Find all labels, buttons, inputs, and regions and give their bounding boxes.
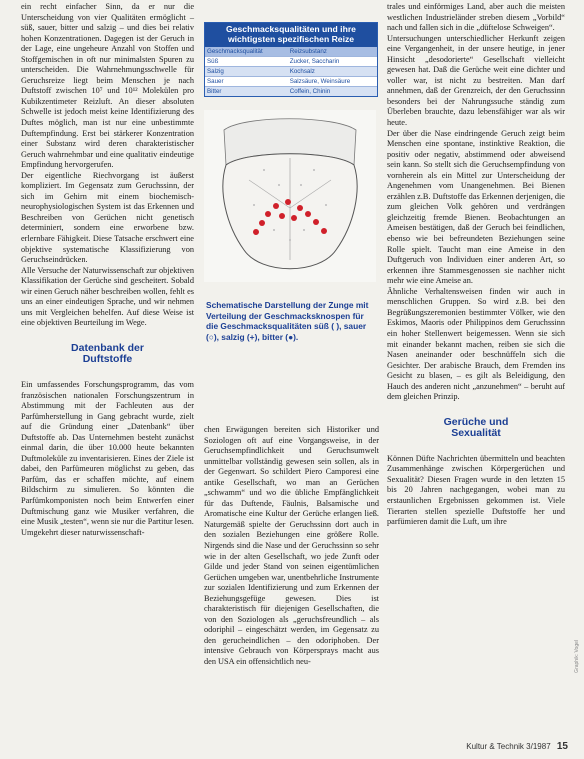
column-2 bbox=[204, 425, 379, 668]
taste-bud bbox=[265, 211, 271, 217]
paragraph: Der eigentliche Riechvorgang ist äußerst kompliziert. Im Gegensatz zum Geruchssinn, der sich im Gehirn mit einem biochemisch-neurophysiologischen System ist das Erkennen und Beschreiben von Gerüchen nicht genetisch determiniert, sondern eine erworbene bzw. erlernbare Fähigkeit. Diese Tatsache erschwert eine objektive systematische Klassifizierung von Geruchseindrücken. bbox=[21, 170, 194, 265]
paragraph: Untersuchungen unterschiedlicher Herkunft zeigen eine Vergangenheit, in der unsere heutige, in jener Hinsicht „desodorierte“ Gesellschaft vielleicht gewesen hat. Daß die Gerüche weit eine dichter und voller war, ist nicht zu bestreiten. Man darf annehmen, daß der Grenzreich, der den Geruchssinn besonders bei der Nahrungssuche ständig zum Überleben brauchte, dazu lebensfähiger war als wir heute. bbox=[387, 33, 565, 128]
taste-bud bbox=[297, 205, 303, 211]
publication-name: Kultur & Technik bbox=[466, 742, 524, 751]
figure-caption: Schematische Darstellung der Zunge mit Verteilung der Geschmacksknospen für die Geschmacksqualitäten süß ( ), sauer (○), salzig (+), bitter (●). bbox=[206, 300, 369, 342]
column-3 bbox=[387, 2, 565, 528]
taste-bud bbox=[273, 203, 279, 209]
paragraph: chen Erwägungen bereiten sich Historiker und Soziologen oft auf eine Vorgangsweise, in der Geruchsempfindlichkeit und Geruchsumwelt unmittelbar vollständig gewesen sein sollen, als in der Gegenwart. So schildert Piero Camporesi eine antike Gesellschaft, wo man an Gerüchen „schwamm“ und wo die übliche Empfänglichkeit für das Duftende, Fäulnis, Balsamische und Aromatische eine Kultur der Gerüche erlangen ließ. Naturgemäß spielte der Geruchssinn dort auch in den sozialen Beziehungen eine größere Rolle. Nirgends sind die Nase und der Geruchssinn so sehr wie in der alten Gesellschaft, wo jede Zunft oder Gilde und jeder Stand von seinen eigentümlichen Gerüchen umgeben war, unentbehrliche Instrumente zur sozialen Identifizierung und zum Erkennen der Beziehungsgefüge gewesen. Dies ist charakteristisch für diejenigen Gesellschaften, die von den Soziologen als „geruchsfreundlich – als odoriphil – eingeschätzt werden, im Gegensatz zu den gerucheindlichen – den odoriphoben. Der intensive Gebrauch von Körpersprays macht aus den USA ein offensichtlich neu- bbox=[204, 425, 379, 667]
tongue-diagram bbox=[204, 110, 376, 282]
section-heading-datenbank: Datenbank der Duftstoffe bbox=[71, 341, 144, 366]
table-header-substance: Reizsubstanz bbox=[288, 47, 377, 57]
paragraph: Ähnliche Verhaltensweisen finden wir auch in menschlichen Gruppen. So wird z.B. bei den Begrüßungszeremonien bestimmter Völker, wie den Eskimos, Maoris oder Philippinos dem Geruchssinn ein hoher Stellenwert beigemessen. Wenn sie sich mit einander bekannt machen, reiben sie sich die Nasen aneinander oder beschnüffeln sich die Gesichter. Der arabische Brauch, dem Fremden ins Gesicht zu blasen, – es gilt als Beleidigung, den Hauch des anderen nicht „anzunehmen“ – beruht auf dem gleichen Prinzip. bbox=[387, 286, 565, 402]
section-heading-sexualitaet: Gerüche und Sexualität bbox=[443, 415, 509, 440]
taste-bud bbox=[279, 213, 285, 219]
page-footer bbox=[466, 741, 568, 752]
column-1 bbox=[21, 2, 194, 538]
table-row: Süß Zucker, Saccharin bbox=[205, 57, 377, 67]
table-row: Sauer Salzsäure, Weinsäure bbox=[205, 77, 377, 87]
paragraph: Der über die Nase eindringende Geruch zeigt beim Menschen eine spontane, instinktive Reaktion, die positiv oder negativ, abstimmend oder abweisend sein kann. So stellt sich die Geruchsempfindung von vornherein als ein Mittel zur Unterscheidung der Angenehmen vom Unangenehmen. Bei Bienen erzählen z.B. Duftstoffe das Erkennen derjenigen, die zum gleichen Volk gehören und verdrängen gleichzeitig fremde Bienen. Beobachtungen an Ameisen bestätigen, daß der Geruch bei feindlichen, ebenso wie bei befreundeten Beziehungen seine Rolle spielt. Taucht man eine Ameise in den Duftgeruch von Individuen einer anderen Art, so erkennen ihre Stammesgenossen sie nachher nicht mehr wie eine Ameise an. bbox=[387, 128, 565, 286]
page-number: 15 bbox=[556, 741, 568, 752]
taste-bud bbox=[285, 199, 291, 205]
paragraph: Alle Versuche der Naturwissenschaft zur objektiven Klassifikation der Gerüche sind gescheitert. Sobald wir einen Geruch näher beschreiben wollen, fehlt es uns an einer eindeutigen Sprache, und wir nehmen uns mit Vergleichen behelfen. Auf diese Weise ist eine objektiven Beurteilung im Wege. bbox=[21, 265, 194, 328]
table-header-quality: Geschmacksqualität bbox=[205, 47, 288, 57]
taste-bud bbox=[321, 228, 327, 234]
side-credit: Graphik: Vogel bbox=[574, 640, 580, 673]
paragraph: Umgekehrt dieser naturwissenschaft- bbox=[21, 527, 145, 537]
paragraph: Ein umfassendes Forschungsprogramm, das vom französischen nationalen Forschungszentrum in Abstimmung mit der Fachleuten aus der Parfümherstellung in Gang gebracht wurde, zielt auf die Gründung einer „Datenbank“ über Duftstoffe ab. Das Unternehmen besteht zunächst einmal darin, die über 10.000 heute bekannten Duftmoleküle zu inventarisieren. Eines der Ziele ist dabei, den Parfümeuren möglichst zu geben, das Parfüm, das er schaffen möchte, auf einem Bildschirm zu simulieren. So könnten die Parfümkomponisten noch beim Entwerfen einer Duftmischung ganz wie Musiker verfahren, die eine Musik „testen“, wenn sie nur die Partitur lesen. bbox=[21, 379, 194, 527]
taste-bud bbox=[305, 211, 311, 217]
taste-bud bbox=[259, 220, 265, 226]
table-title: Geschmacksqualitäten und ihre wichtigsten spezifischen Reize bbox=[205, 23, 377, 47]
table-row: Bitter Coffein, Chinin bbox=[205, 87, 377, 97]
taste-bud bbox=[291, 215, 297, 221]
taste-qualities-table bbox=[204, 22, 378, 97]
table-row: Salzig Kochsalz bbox=[205, 67, 377, 77]
paragraph: ein recht einfacher Sinn, da er nur die Unterscheidung von vier Qualitäten ermöglicht – süß, sauer, bitter und salzig – und dies bei relativ hohen Konzentrationen. Dagegen ist der Geruch in der Lage, eine ungeheure Anzahl von Stoffen und Stoffgemischen in oft nur minimalsten Spuren zu unterscheiden. Die Wahrnehmungsschwelle für Geruchsreize liegt beim Menschen je nach Duftstoff zwischen 10⁷ und 10¹² Molekülen pro Kubikzentimeter Reizluft. An dieser absoluten Schwelle ist jedoch meist keine Identifizierung des Duftes möglich, man ist nur eine unbestimmte Duftempfindung. Erst bei stärkerer Konzentration einer Substanz wird deren charakteristischer Geruch wahrnehmbar und eine qualitativ eindeutige Empfindung hervorgerufen. bbox=[21, 2, 194, 170]
paragraph: Können Düfte Nachrichten übermitteln und beachten Zusammenhänge zwischen Körpergerüchen und Sexualität? Diesen Fragen wurde in den letzten 15 bis 20 Jahren nachgegangen, wobei man zu erstaunlichen Ergebnissen gekommen ist. Viele Tierarten stellen spezielle Duftstoffe her und parfümieren damit die Luft, um ihre bbox=[387, 453, 565, 527]
paragraph: trales und einförmiges Land, aber auch die meisten westlichen Industrieländer streben diesem „Vorbild“ nach und fallen sich in die „düftelose Schweigen“. bbox=[387, 2, 565, 33]
taste-bud bbox=[313, 219, 319, 225]
issue-number: 3/1987 bbox=[526, 742, 551, 751]
taste-bud bbox=[253, 229, 259, 235]
table-grid bbox=[205, 47, 377, 96]
